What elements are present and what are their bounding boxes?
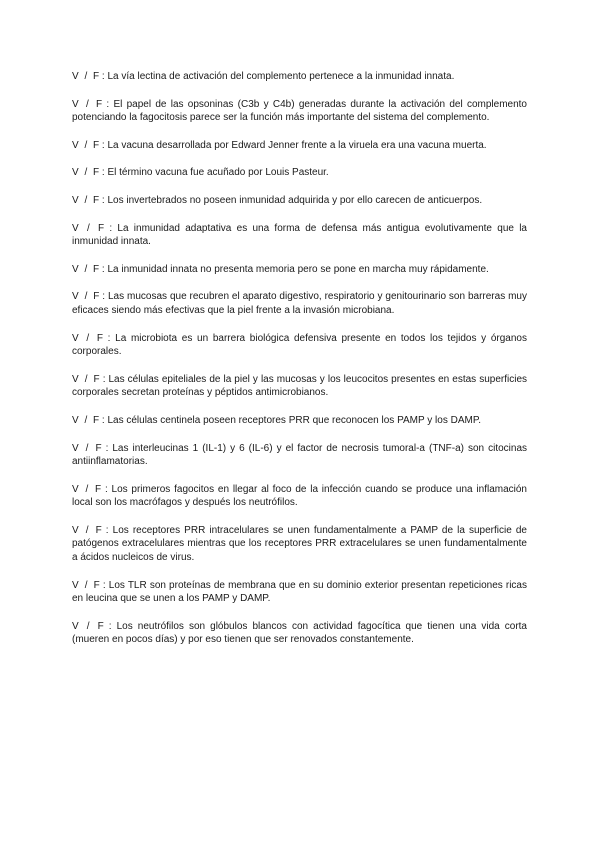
true-false-marker: V / F bbox=[72, 332, 103, 344]
statement-text: : La vacuna desarrollada por Edward Jenner frente a la viruela era una vacuna muerta. bbox=[101, 139, 487, 151]
true-false-marker: V / F bbox=[72, 524, 102, 536]
statement-text: : Los neutrófilos son glóbulos blancos con actividad fagocítica que tienen una vida corta (mueren en pocos días) y por eso tienen que ser renovados constantemente. bbox=[72, 620, 527, 646]
statement-2 bbox=[72, 98, 527, 125]
statement-text: : Las células epiteliales de la piel y las mucosas y los leucocitos presentes en estas superficies corporales secretan proteínas y péptidos antimicrobianos. bbox=[72, 373, 528, 399]
statement-text: : El papel de las opsoninas (C3b y C4b) generadas durante la activación del complemento potenciando la fagocitosis parece ser la función más importante del sistema del complemento. bbox=[72, 98, 527, 124]
statement-6 bbox=[72, 222, 527, 249]
statement-text: : Las células centinela poseen receptores PRR que reconocen los PAMP y los DAMP. bbox=[101, 414, 481, 426]
true-false-marker: V / F bbox=[72, 98, 103, 110]
statement-text: : Los TLR son proteínas de membrana que en su dominio exterior presentan repeticiones ricas en leucina que se unen a los PAMP y DAMP. bbox=[72, 579, 527, 605]
true-false-marker: V / F bbox=[72, 291, 100, 303]
true-false-marker: V / F bbox=[72, 373, 100, 385]
statement-16 bbox=[72, 620, 527, 647]
true-false-marker: V / F bbox=[72, 483, 102, 495]
true-false-marker: V / F bbox=[72, 620, 104, 632]
statement-text: : El término vacuna fue acuñado por Louis Pasteur. bbox=[101, 167, 329, 179]
statement-9 bbox=[72, 332, 527, 359]
document-page bbox=[72, 70, 527, 661]
statement-7 bbox=[72, 263, 527, 277]
statement-12 bbox=[72, 442, 527, 469]
statement-text: : La microbiota es un barrera biológica defensiva presente en todos los tejidos y órganos corporales. bbox=[72, 332, 527, 358]
true-false-marker: V / F bbox=[72, 414, 100, 426]
statement-text: : La inmunidad innata no presenta memoria pero se pone en marcha muy rápidamente. bbox=[101, 263, 489, 275]
true-false-marker: V / F bbox=[72, 139, 100, 151]
statement-text: : Los receptores PRR intracelulares se unen fundamentalmente a PAMP de la superficie de patógenos extracelulares mientras que los receptores PRR extracelulares se unen fundamentalmente a ácidos nucleicos de virus. bbox=[72, 524, 527, 564]
true-false-marker: V / F bbox=[72, 71, 100, 82]
statement-3 bbox=[72, 139, 527, 153]
statement-8 bbox=[72, 290, 527, 317]
statement-text: : Los invertebrados no poseen inmunidad adquirida y por ello carecen de anticuerpos. bbox=[101, 194, 483, 206]
true-false-marker: V / F bbox=[72, 579, 100, 591]
statement-14 bbox=[72, 524, 527, 565]
statement-5 bbox=[72, 194, 527, 208]
statement-1 bbox=[72, 70, 527, 84]
statement-text: : Las interleucinas 1 (IL-1) y 6 (IL-6) y el factor de necrosis tumoral-a (TNF-a) son citocinas antiinflamatorias. bbox=[72, 442, 528, 468]
statement-text: : Las mucosas que recubren el aparato digestivo, respiratorio y genitourinario son barreras muy eficaces siendo más efectivas que la piel frente a la invasión microbiana. bbox=[72, 291, 527, 316]
statement-10 bbox=[72, 373, 527, 400]
statement-text: : La inmunidad adaptativa es una forma de defensa más antigua evolutivamente que la inmunidad innata. bbox=[72, 222, 527, 248]
statement-text: : Los primeros fagocitos en llegar al foco de la infección cuando se produce una inflamación local son los macrófagos y después los neutrófilos. bbox=[72, 483, 527, 509]
statement-13 bbox=[72, 483, 527, 510]
statement-15 bbox=[72, 579, 527, 606]
true-false-marker: V / F bbox=[72, 167, 100, 179]
true-false-marker: V / F bbox=[72, 222, 105, 234]
true-false-marker: V / F bbox=[72, 194, 100, 206]
statement-text: : La vía lectina de activación del complemento pertenece a la inmunidad innata. bbox=[101, 71, 455, 82]
true-false-marker: V / F bbox=[72, 442, 102, 454]
true-false-marker: V / F bbox=[72, 263, 100, 275]
statement-11 bbox=[72, 414, 527, 428]
statement-4 bbox=[72, 166, 527, 180]
